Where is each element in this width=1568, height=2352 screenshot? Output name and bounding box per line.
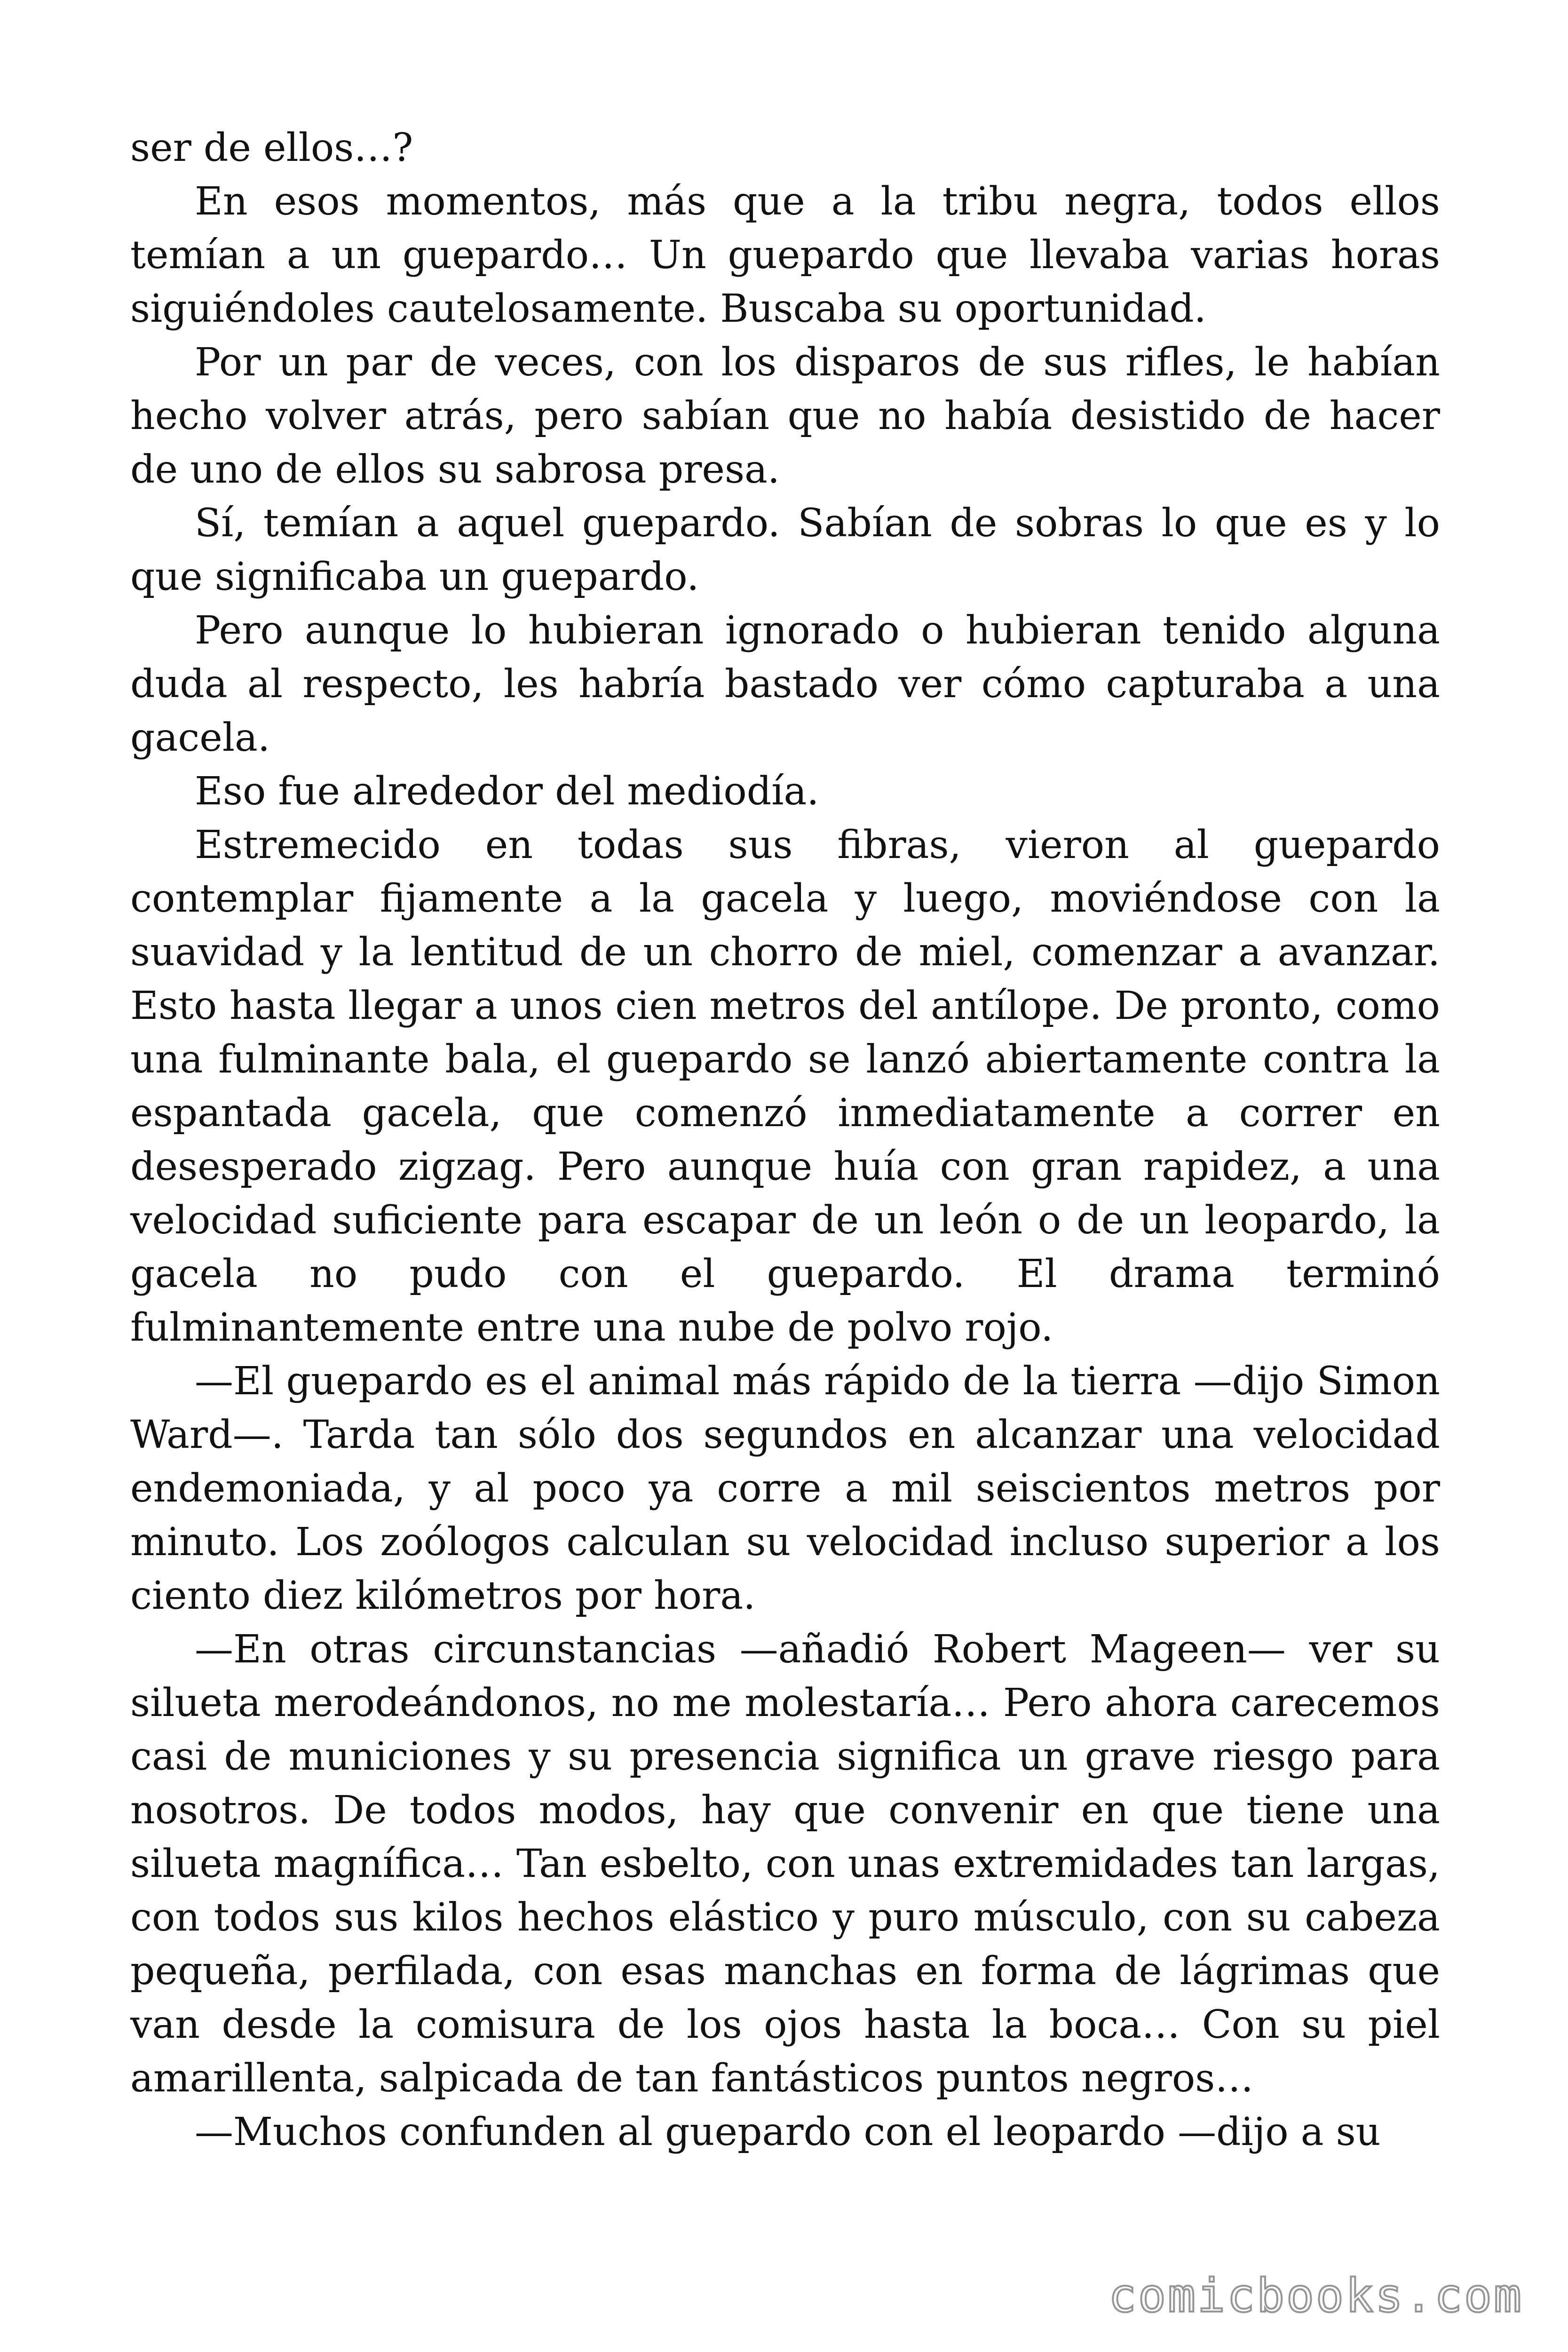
paragraph: Estremecido en todas sus fibras, vieron al guepardo contemplar fijamente a la gacela y luego, moviéndose con la suavidad y la lentitud de un chorro de miel, comenzar a avanzar. Esto hasta llegar a unos cien metros del antílope. De pronto, como una fulminante bala, el guepardo se lanzó abiertamente contra la espantada gacela, que comenzó inmediatamente a correr en desesperado zigzag. Pero aunque huía con gran rapidez, a una velocidad suficiente para escapar de un león o de un leopardo, la gacela no pudo con el guepardo. El drama terminó fulminantemente entre una nube de polvo rojo.	[130, 823, 1440, 1350]
watermark-logo: comicbooks.com	[1108, 2269, 1523, 2323]
paragraph-dialogue: —Muchos confunden al guepardo con el leopardo —dijo a su	[195, 2110, 1381, 2154]
paragraph: Por un par de veces, con los disparos de sus rifles, le habían hecho volver atrás, pero sabían que no había desistido de hacer de uno de ellos su sabrosa presa.	[130, 340, 1440, 492]
paragraph: Sí, temían a aquel guepardo. Sabían de sobras lo que es y lo que significaba un guepardo.	[130, 501, 1440, 599]
paragraph-continuation: ser de ellos…?	[130, 126, 413, 170]
paragraph-dialogue: —El guepardo es el animal más rápido de la tierra —dijo Simon Ward—. Tarda tan sólo dos segundos en alcanzar una velocidad endemoniada, y al poco ya corre a mil seiscientos metros por minuto. Los zoólogos calculan su velocidad incluso superior a los ciento diez kilómetros por hora.	[130, 1359, 1440, 1618]
paragraph: Pero aunque lo hubieran ignorado o hubieran tenido alguna duda al respecto, les habría bastado ver cómo capturaba a una gacela.	[130, 608, 1440, 760]
paragraph-dialogue: —En otras circunstancias —añadió Robert Mageen— ver su silueta merodeándonos, no me molestaría… Pero ahora carecemos casi de municiones y su presencia significa un grave riesgo para nosotros. De todos modos, hay que convenir en que tiene una silueta magnífica… Tan esbelto, con unas extremidades tan largas, con todos sus kilos hechos elástico y puro músculo, con su cabeza pequeña, perfilada, con esas manchas en forma de lágrimas que van desde la comisura de los ojos hasta la boca… Con su piel amarillenta, salpicada de tan fantásticos puntos negros…	[130, 1627, 1440, 2101]
paragraph: En esos momentos, más que a la tribu negra, todos ellos temían a un guepardo… Un guepardo que llevaba varias horas siguiéndoles cautelosamente. Buscaba su oportunidad.	[130, 179, 1440, 331]
page-body-text	[130, 121, 1440, 2159]
paragraph: Eso fue alrededor del mediodía.	[195, 769, 819, 814]
